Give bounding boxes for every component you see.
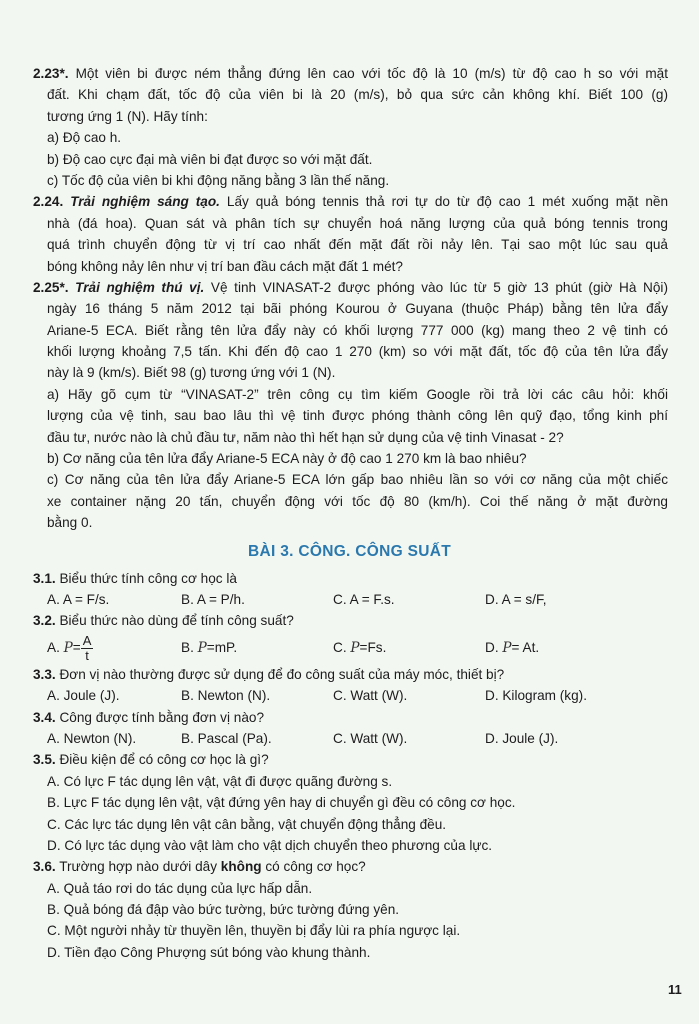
problem-line: a) Độ cao h. — [47, 130, 122, 146]
problem-line: quá trình chuyển động từ vị trí cao nhất đến mặt đất rồi nảy lên. Tại sao một lúc sau quả — [47, 237, 668, 253]
problem-line: bằng 0. — [47, 515, 93, 531]
problem-line: c) Tốc độ của viên bi khi động năng bằng 3 lần thế năng. — [47, 172, 390, 188]
problem-line: c) Cơ năng của tên lửa đẩy Ariane-5 ECA lớn gấp bao nhiêu lần so với cơ năng của một chiếc — [47, 472, 668, 488]
option-a: A. A = F/s. — [47, 591, 110, 607]
options-row — [0, 589, 699, 610]
problem-line: lượng của vệ tinh, sau bao lâu thì vệ tinh được phóng thành công lên quỹ đạo, tổng kinh phí — [47, 408, 668, 424]
problem-line: đất. Khi chạm đất, tốc độ của viên bi là 20 (m/s), bỏ qua sức cản không khí. Biết 100 (g) — [47, 87, 668, 103]
problem-first-line — [0, 277, 668, 298]
fraction-denominator: t — [85, 647, 89, 663]
problem — [0, 191, 699, 277]
question-line — [0, 856, 668, 877]
problem-line: đầu tư, nước nào là chủ đầu tư, năm nào thì hết hạn sử dụng của vệ tinh Vinasat - 2? — [47, 429, 564, 445]
question-line — [0, 568, 668, 589]
page-number: 11 — [668, 982, 682, 997]
option-letter: B. — [181, 639, 194, 655]
option-formula: = — [72, 639, 81, 655]
option-b: B. Newton (N). — [181, 688, 271, 704]
option-a: A. Newton (N). — [47, 730, 137, 746]
options-row — [0, 632, 699, 664]
choice: A. Quả táo rơi do tác dụng của lực hấp dẫn. — [47, 880, 313, 896]
problem-title: Trải nghiệm thú vị. — [75, 279, 205, 295]
problem-line: này là 9 (km/s). Biết 98 (g) tương ứng với 1 (N). — [47, 365, 336, 381]
question-number: 3.4. — [33, 709, 56, 725]
problem-text: Vệ tinh VINASAT-2 được phóng vào lúc từ 5 giờ 13 phút (giờ Hà Nội) — [210, 279, 668, 295]
question-line — [0, 610, 668, 631]
question-emphasis: không — [220, 859, 262, 875]
question-line — [0, 749, 668, 770]
option-formula: =Fs. — [359, 639, 387, 655]
question-text: Công được tính bằng đơn vị nào? — [59, 709, 265, 725]
question-text: Biểu thức nào dùng để tính công suất? — [59, 613, 294, 629]
choice: A. Có lực F tác dụng lên vật, vật đi được quãng đường s. — [47, 773, 393, 789]
problem — [0, 277, 699, 534]
problem-line: xe container nặng 20 tấn, chuyển động với tốc độ 80 (km/h). Coi thế năng ở mặt đường — [47, 493, 668, 509]
problem-text: Lấy quả bóng tennis thả rơi tự do từ độ cao 1 mét xuống mặt nền — [226, 194, 668, 210]
problem-line: a) Hãy gõ cụm từ “VINASAT-2” trên công cụ tìm kiếm Google rồi trả lời các câu hỏi: khối — [47, 386, 668, 402]
problem-first-line — [0, 63, 668, 84]
option-c: C. Watt (W). — [333, 730, 408, 746]
question-text: Biểu thức tính công cơ học là — [59, 570, 237, 586]
question-text: Trường hợp nào dưới dây — [59, 859, 218, 875]
page-content — [0, 63, 699, 963]
option-b — [181, 632, 237, 664]
option-c: C. A = F.s. — [333, 591, 395, 607]
options-row — [0, 728, 699, 749]
option-d — [485, 632, 539, 664]
option-d: D. Kilogram (kg). — [485, 688, 587, 704]
problem-text: Một viên bi được ném thẳng đứng lên cao với tốc độ là 10 (m/s) từ độ cao h so với mặt — [75, 66, 668, 81]
option-letter: D. — [485, 639, 499, 655]
choice: D. Có lực tác dụng vào vật làm cho vật dịch chuyển theo phương của lực. — [47, 837, 493, 853]
option-formula: = At. — [511, 639, 540, 655]
problem — [0, 63, 699, 191]
question-text: Đơn vị nào thường được sử dụng để đo công suất của máy móc, thiết bị? — [59, 666, 505, 682]
problem-number: 2.24. — [33, 194, 64, 210]
question-number: 3.2. — [33, 613, 56, 629]
problem-first-line — [0, 191, 668, 212]
choice: C. Các lực tác dụng lên vật cân bằng, vật chuyển động thẳng đều. — [47, 816, 447, 832]
options-row — [0, 685, 699, 706]
problem-line: ngày 16 tháng 5 năm 2012 tại bãi phóng Kourou ở Guyana (thuộc Pháp) bằng tên lửa đẩy — [47, 301, 668, 317]
option-a — [47, 632, 93, 664]
power-symbol: P — [502, 639, 512, 656]
question-number: 3.6. — [33, 859, 56, 875]
problem-line: tương ứng 1 (N). Hãy tính: — [47, 108, 208, 124]
fraction — [81, 634, 94, 663]
problem-line: nhà (đá hoa). Quan sát và phân tích sự chuyển hoá năng lượng của quả bóng tennis trong — [47, 215, 668, 231]
option-d: D. A = s/F, — [485, 591, 547, 607]
power-symbol: P — [63, 639, 73, 656]
option-d: D. Joule (J). — [485, 730, 559, 746]
problem-line: Ariane-5 ECA. Biết rằng tên lửa đẩy này có khối lượng 777 000 (kg) mang theo 2 vệ tinh có — [47, 322, 668, 338]
question-number: 3.3. — [33, 666, 56, 682]
choice: B. Quả bóng đá đập vào bức tường, bức tường đứng yên. — [47, 902, 400, 918]
lesson-heading: BÀI 3. CÔNG. CÔNG SUẤT — [248, 542, 451, 560]
power-symbol: P — [350, 639, 360, 656]
choice: C. Một người nhảy từ thuyền lên, thuyền bị đẩy lùi ra phía ngược lại. — [47, 923, 461, 939]
option-letter: A. — [47, 639, 60, 655]
option-letter: C. — [333, 639, 347, 655]
option-c — [333, 632, 386, 664]
problem-line: b) Cơ năng của tên lửa đẩy Ariane-5 ECA này ở độ cao 1 270 km là bao nhiêu? — [47, 451, 527, 467]
problem-line: khối lượng khoảng 7,5 tấn. Khi đến độ cao 1 270 (km) so với mặt đất, tốc độ của tên lửa đẩy — [47, 344, 668, 360]
problem-number: 2.23*. — [33, 66, 69, 81]
problem-title: Trải nghiệm sáng tạo. — [70, 194, 220, 210]
choice: D. Tiền đạo Công Phượng sút bóng vào khung thành. — [47, 944, 371, 960]
question-text: có công cơ học? — [265, 859, 366, 875]
problem-line: bóng không nảy lên như vị trí ban đầu cách mặt đất 1 mét? — [47, 258, 403, 274]
question-line — [0, 664, 668, 685]
problem-number: 2.25*. — [33, 279, 69, 295]
option-b: B. Pascal (Pa). — [181, 730, 272, 746]
choice: B. Lực F tác dụng lên vật, vật đứng yên hay di chuyển gì đều có công cơ học. — [47, 795, 516, 811]
question-number: 3.1. — [33, 570, 56, 586]
question-line — [0, 707, 668, 728]
question-text: Điều kiện để có công cơ học là gì? — [59, 752, 269, 768]
option-b: B. A = P/h. — [181, 591, 245, 607]
option-c: C. Watt (W). — [333, 688, 408, 704]
option-a: A. Joule (J). — [47, 688, 120, 704]
question-number: 3.5. — [33, 752, 56, 768]
problem-line: b) Độ cao cực đại mà viên bi đạt được so với mặt đất. — [47, 151, 373, 167]
fraction-numerator: A — [82, 632, 92, 648]
power-symbol: P — [197, 639, 207, 656]
option-formula: =mP. — [206, 639, 238, 655]
